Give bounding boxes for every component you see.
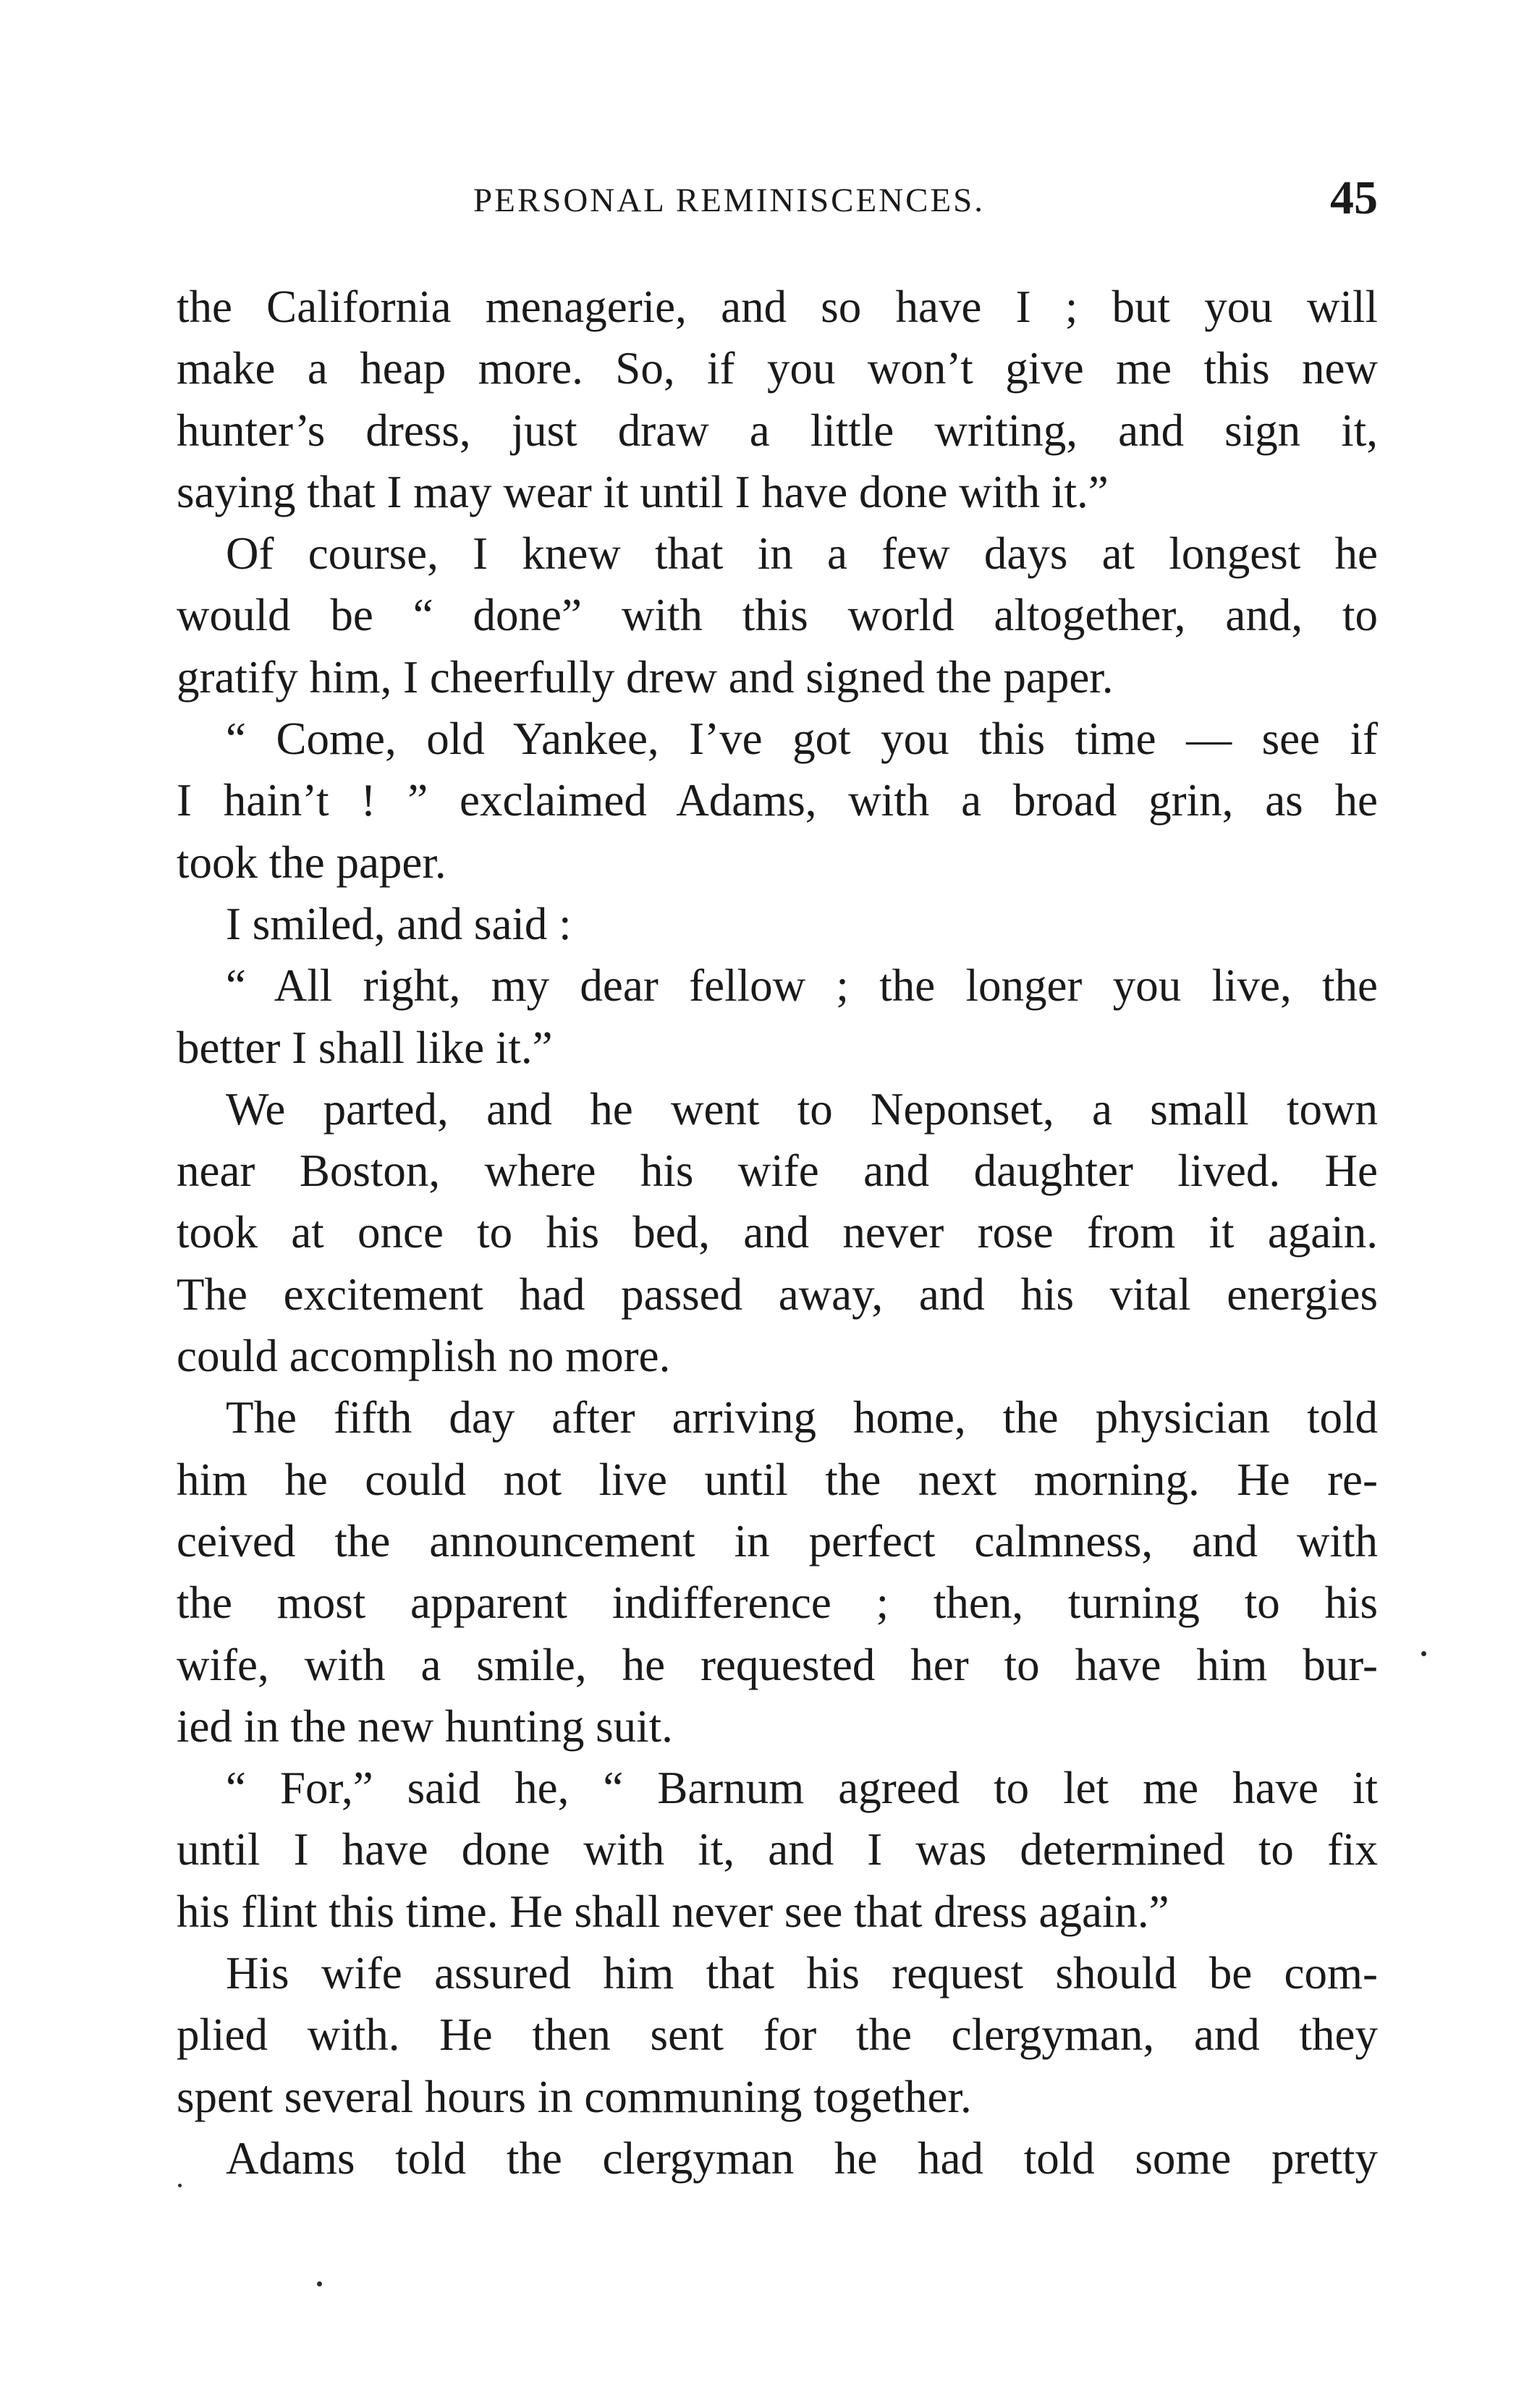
body-text bbox=[177, 276, 1378, 2189]
text-line: took at once to his bed, and never rose from it again. bbox=[177, 1207, 1378, 1258]
text-line: spent several hours in communing together. bbox=[177, 2071, 972, 2122]
running-title: PERSONAL REMINISCENCES. bbox=[473, 182, 986, 219]
text-line: make a heap more. So, if you won’t give me this new bbox=[177, 343, 1378, 394]
text-line: plied with. He then sent for the clergyman, and they bbox=[177, 2009, 1378, 2061]
text-line: until I have done with it, and I was determined to fix bbox=[177, 1824, 1378, 1875]
text-line: him he could not live until the next morning. He re- bbox=[177, 1454, 1378, 1505]
text-line: saying that I may wear it until I have done with it.” bbox=[177, 466, 1109, 517]
text-line: the California menagerie, and so have I ; but you will bbox=[177, 281, 1378, 332]
text-line: would be “ done” with this world altogether, and, to bbox=[177, 590, 1378, 641]
text-line: “ Come, old Yankee, I’ve got you this time — see if bbox=[226, 713, 1378, 765]
text-line: Of course, I knew that in a few days at longest he bbox=[226, 528, 1378, 580]
text-line: ied in the new hunting suit. bbox=[177, 1700, 673, 1752]
text-line: We parted, and he went to Neponset, a small town bbox=[226, 1083, 1378, 1135]
text-line: ceived the announcement in perfect calmness, and with bbox=[177, 1515, 1378, 1567]
text-line: The fifth day after arriving home, the physician told bbox=[226, 1392, 1378, 1443]
text-line: his flint this time. He shall never see that dress again.” bbox=[177, 1886, 1169, 1937]
running-head bbox=[177, 171, 1378, 236]
text-line: The excitement had passed away, and his vital energies bbox=[177, 1268, 1378, 1320]
text-line: better I shall like it.” bbox=[177, 1022, 553, 1073]
text-line: could accomplish no more. bbox=[177, 1331, 671, 1382]
text-line: near Boston, where his wife and daughter lived. He bbox=[177, 1145, 1378, 1197]
text-line: wife, with a smile, he requested her to have him bur- bbox=[177, 1639, 1378, 1690]
text-line: hunter’s dress, just draw a little writing, and sign it, bbox=[177, 404, 1378, 456]
text-line: I smiled, and said : bbox=[226, 898, 572, 949]
text-line: the most apparent indifference ; then, turning to his bbox=[177, 1577, 1378, 1629]
text-line: gratify him, I cheerfully drew and signed the paper. bbox=[177, 651, 1114, 703]
text-line: took the paper. bbox=[177, 836, 446, 888]
text-line: “ All right, my dear fellow ; the longer you live, the bbox=[226, 960, 1378, 1012]
text-line: Adams told the clergyman he had told some pretty bbox=[226, 2132, 1378, 2184]
text-line: His wife assured him that his request should be com- bbox=[226, 1948, 1378, 1999]
ink-speck bbox=[317, 2281, 322, 2286]
text-line: I hain’t ! ” exclaimed Adams, with a broad grin, as he bbox=[177, 775, 1378, 826]
page-number: 45 bbox=[1330, 171, 1378, 224]
ink-speck bbox=[1421, 1651, 1426, 1656]
ink-speck bbox=[178, 2184, 182, 2187]
text-line: “ For,” said he, “ Barnum agreed to let me have it bbox=[226, 1763, 1378, 1814]
